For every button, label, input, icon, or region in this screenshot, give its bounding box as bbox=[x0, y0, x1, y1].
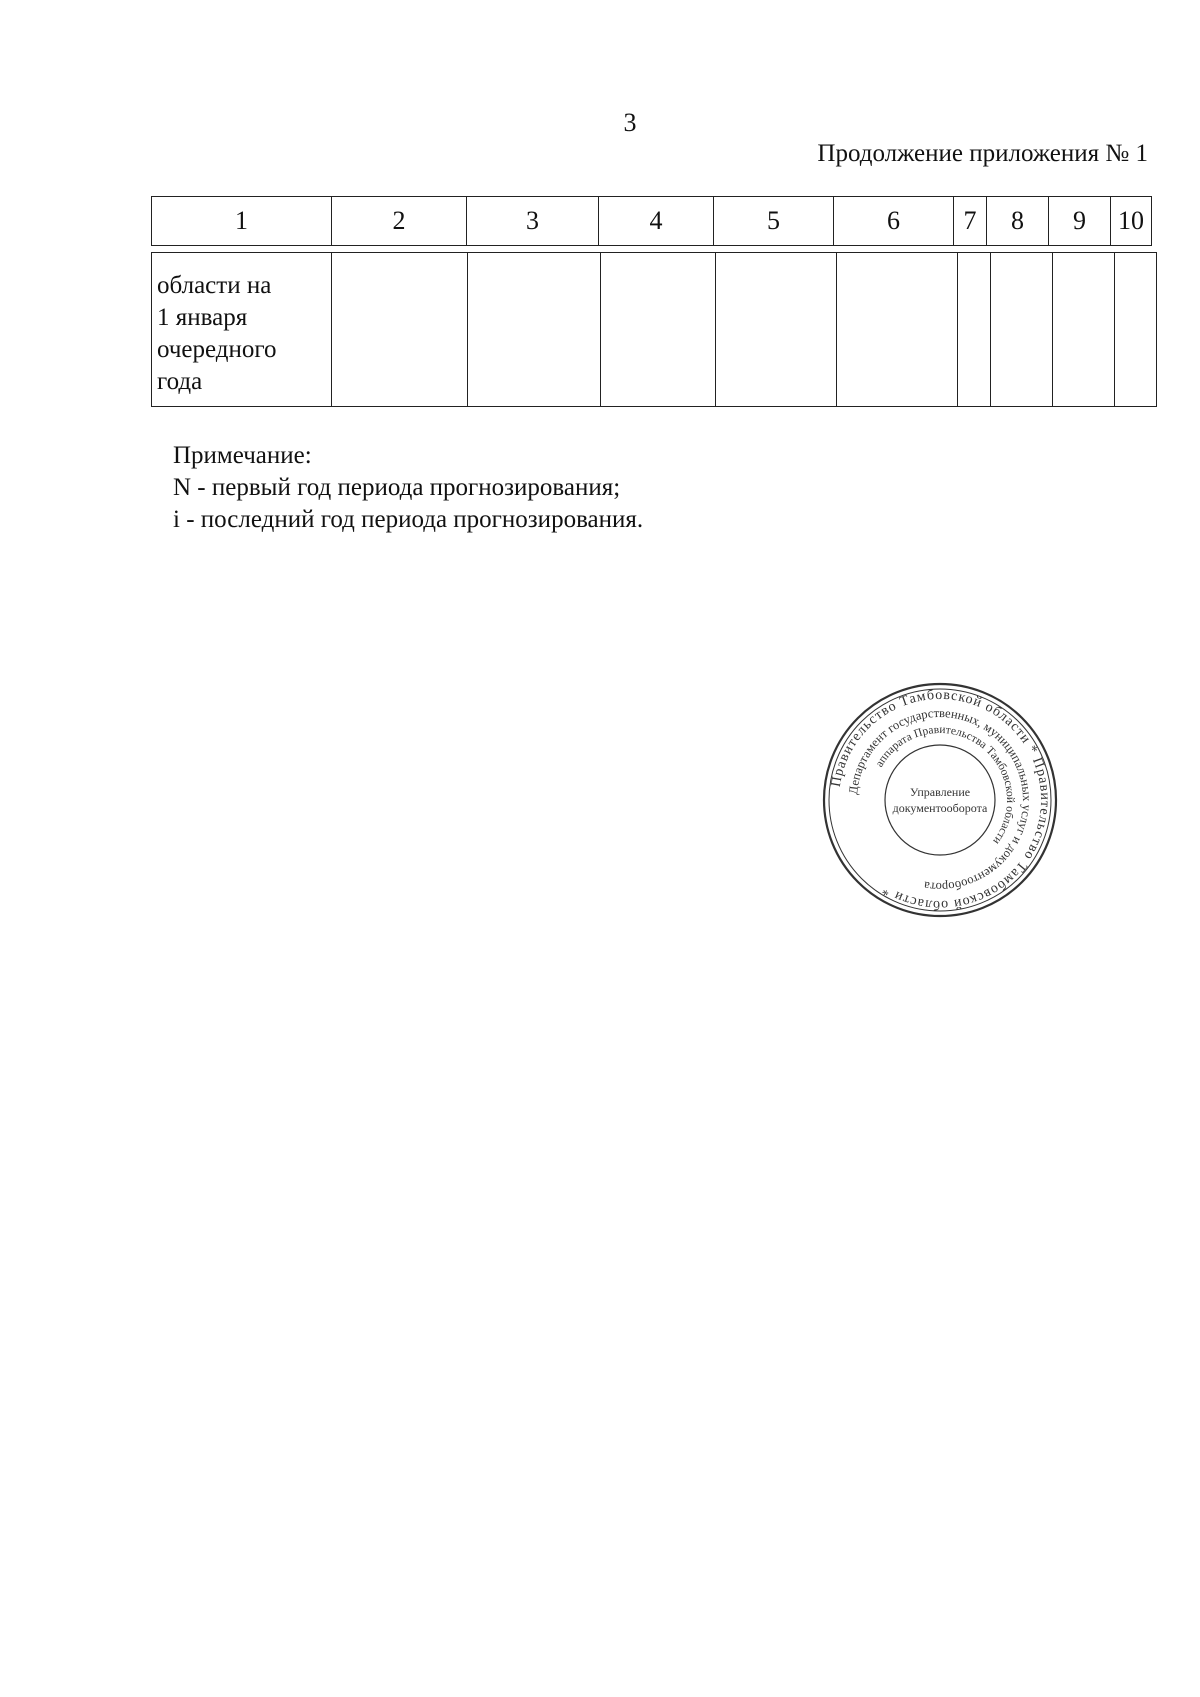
empty-cell bbox=[958, 253, 991, 407]
page-number: 3 bbox=[623, 108, 637, 137]
table-header bbox=[151, 196, 1152, 246]
column-number-2: 2 bbox=[332, 197, 467, 246]
seal-center-line-2: документооборота bbox=[892, 801, 988, 815]
empty-cell bbox=[716, 253, 837, 407]
note-line: i - последний год периода прогнозирования. bbox=[173, 506, 644, 533]
seal-inner-text: аппарата Правительства Тамбовской области bbox=[873, 723, 1017, 847]
empty-cell bbox=[991, 253, 1053, 407]
column-number-3: 3 bbox=[467, 197, 599, 246]
seal-outer-text: Правительство Тамбовской области * Правительство Тамбовской области * bbox=[828, 687, 1053, 913]
column-number-8: 8 bbox=[987, 197, 1049, 246]
row-label-line: 1 января bbox=[157, 304, 248, 331]
empty-cell bbox=[332, 253, 468, 407]
empty-cell bbox=[1053, 253, 1115, 407]
empty-cell bbox=[601, 253, 716, 407]
column-number-9: 9 bbox=[1049, 197, 1111, 246]
note-title: Примечание: bbox=[173, 442, 312, 469]
table-body bbox=[151, 252, 1157, 407]
column-number-7: 7 bbox=[954, 197, 987, 246]
note-line: N - первый год периода прогнозирования; bbox=[173, 474, 621, 501]
appendix-heading: Продолжение приложения № 1 bbox=[817, 140, 1148, 167]
empty-cell bbox=[1115, 253, 1157, 407]
note-block bbox=[173, 440, 643, 536]
row-label-line: очередного bbox=[157, 336, 277, 363]
row-label-line: области на bbox=[157, 272, 272, 299]
seal-center-line-1: Управление bbox=[909, 785, 971, 799]
column-number-6: 6 bbox=[834, 197, 954, 246]
seal-middle-text: Департамент государственных, муниципальных услуг и документооборота bbox=[846, 705, 1035, 895]
row-label-cell bbox=[152, 253, 332, 407]
row-label-line: года bbox=[157, 368, 203, 395]
column-number-5: 5 bbox=[714, 197, 834, 246]
table-row bbox=[152, 253, 1157, 407]
column-number-10: 10 bbox=[1111, 197, 1152, 246]
column-number-4: 4 bbox=[599, 197, 714, 246]
official-seal bbox=[820, 680, 1060, 920]
column-number-1: 1 bbox=[152, 197, 332, 246]
empty-cell bbox=[468, 253, 601, 407]
empty-cell bbox=[837, 253, 958, 407]
